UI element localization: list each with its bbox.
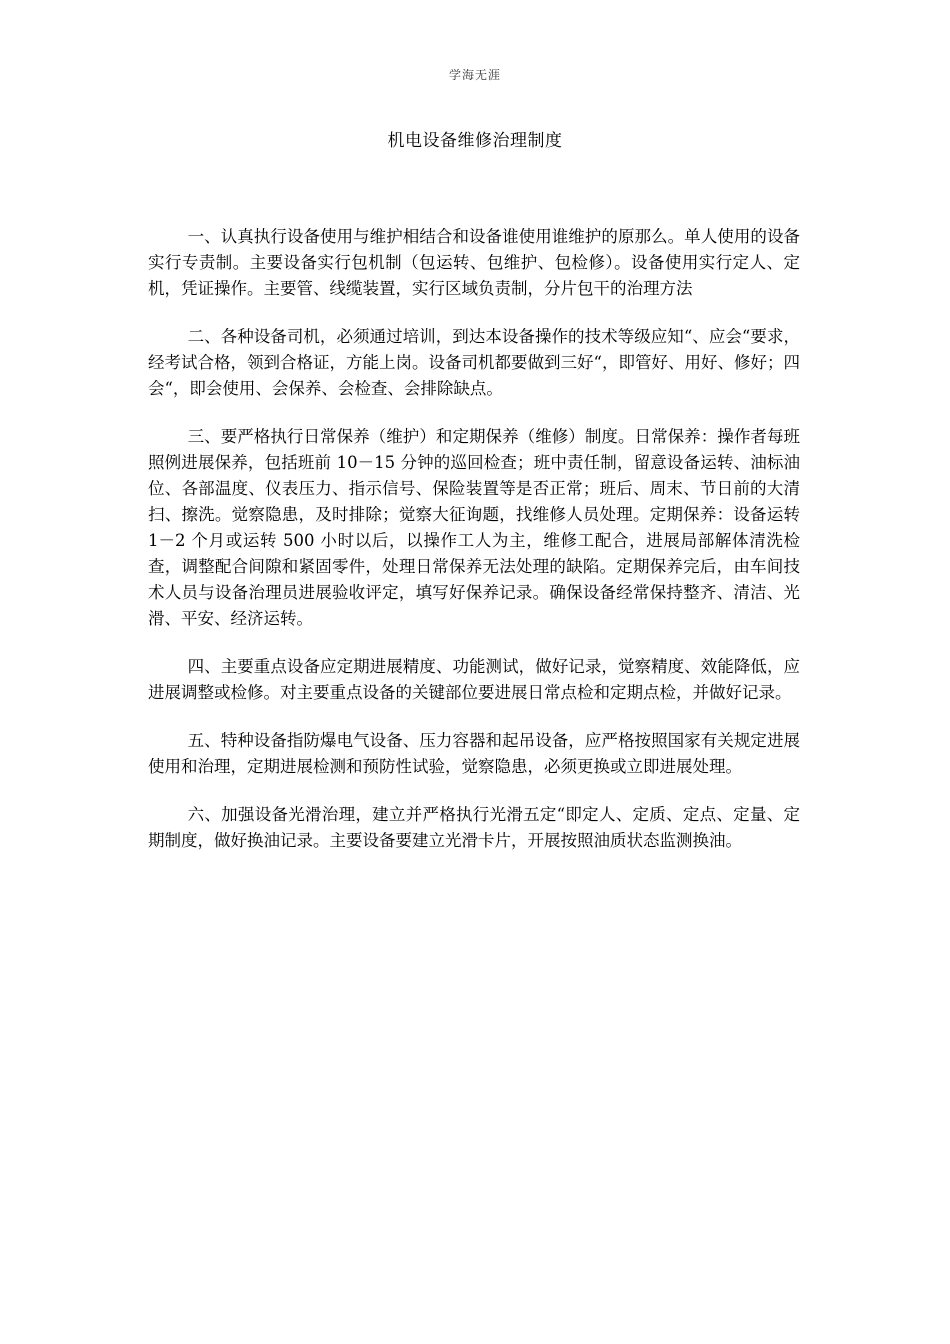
paragraph-4: 四、主要重点设备应定期进展精度、功能测试，做好记录，觉察精度、效能降低，应进展调整或检修。对主要重点设备的关键部位要进展日常点检和定期点检，并做好记录。 <box>148 657 800 702</box>
paragraph-1: 一、认真执行设备使用与维护相结合和设备谁使用谁维护的原那么。单人使用的设备实行专责制。主要设备实行包机制（包运转、包维护、包检修）。设备使用实行定人、定机，凭证操作。主要管、线缆装置，实行区域负责制，分片包干的治理方法 <box>148 227 800 298</box>
document-body <box>148 224 800 876</box>
paragraph-2: 二、各种设备司机，必须通过培训，到达本设备操作的技术等级应知“、应会“要求，经考试合格，领到合格证，方能上岗。设备司机都要做到三好“，即管好、用好、修好；四会“，即会使用、会保养、会检查、会排除缺点。 <box>148 327 800 398</box>
paragraph-6: 六、加强设备光滑治理，建立并严格执行光滑五定“即定人、定质、定点、定量、定期制度，做好换油记录。主要设备要建立光滑卡片，开展按照油质状态监测换油。 <box>148 805 800 850</box>
page-header: 学海无涯 <box>448 68 501 82</box>
paragraph-3: 三、要严格执行日常保养（维护）和定期保养（维修）制度。日常保养：操作者每班照例进展保养，包括班前 10－15 分钟的巡回检查；班中责任制，留意设备运转、油标油位、各部温度、仪表压力、指示信号、保险装置等是否正常；班后、周末、节日前的大清扫、擦洗。觉察隐患，及时排除；觉察大征询题，找维修人员处理。定期保养：设备运转 1－2 个月或运转 500 小时以后，以操作工人为主，维修工配合，进展局部解体清洗检查，调整配合间隙和紧固零件，处理日常保养无法处理的缺陷。定期保养完后，由车间技术人员与设备治理员进展验收评定，填写好保养记录。确保设备经常保持整齐、清洁、光滑、平安、经济运转。 <box>148 427 800 628</box>
document-title: 机电设备维修治理制度 <box>387 131 563 151</box>
paragraph-5: 五、特种设备指防爆电气设备、压力容器和起吊设备，应严格按照国家有关规定进展使用和治理，定期进展检测和预防性试验，觉察隐患，必须更换或立即进展处理。 <box>148 731 800 776</box>
